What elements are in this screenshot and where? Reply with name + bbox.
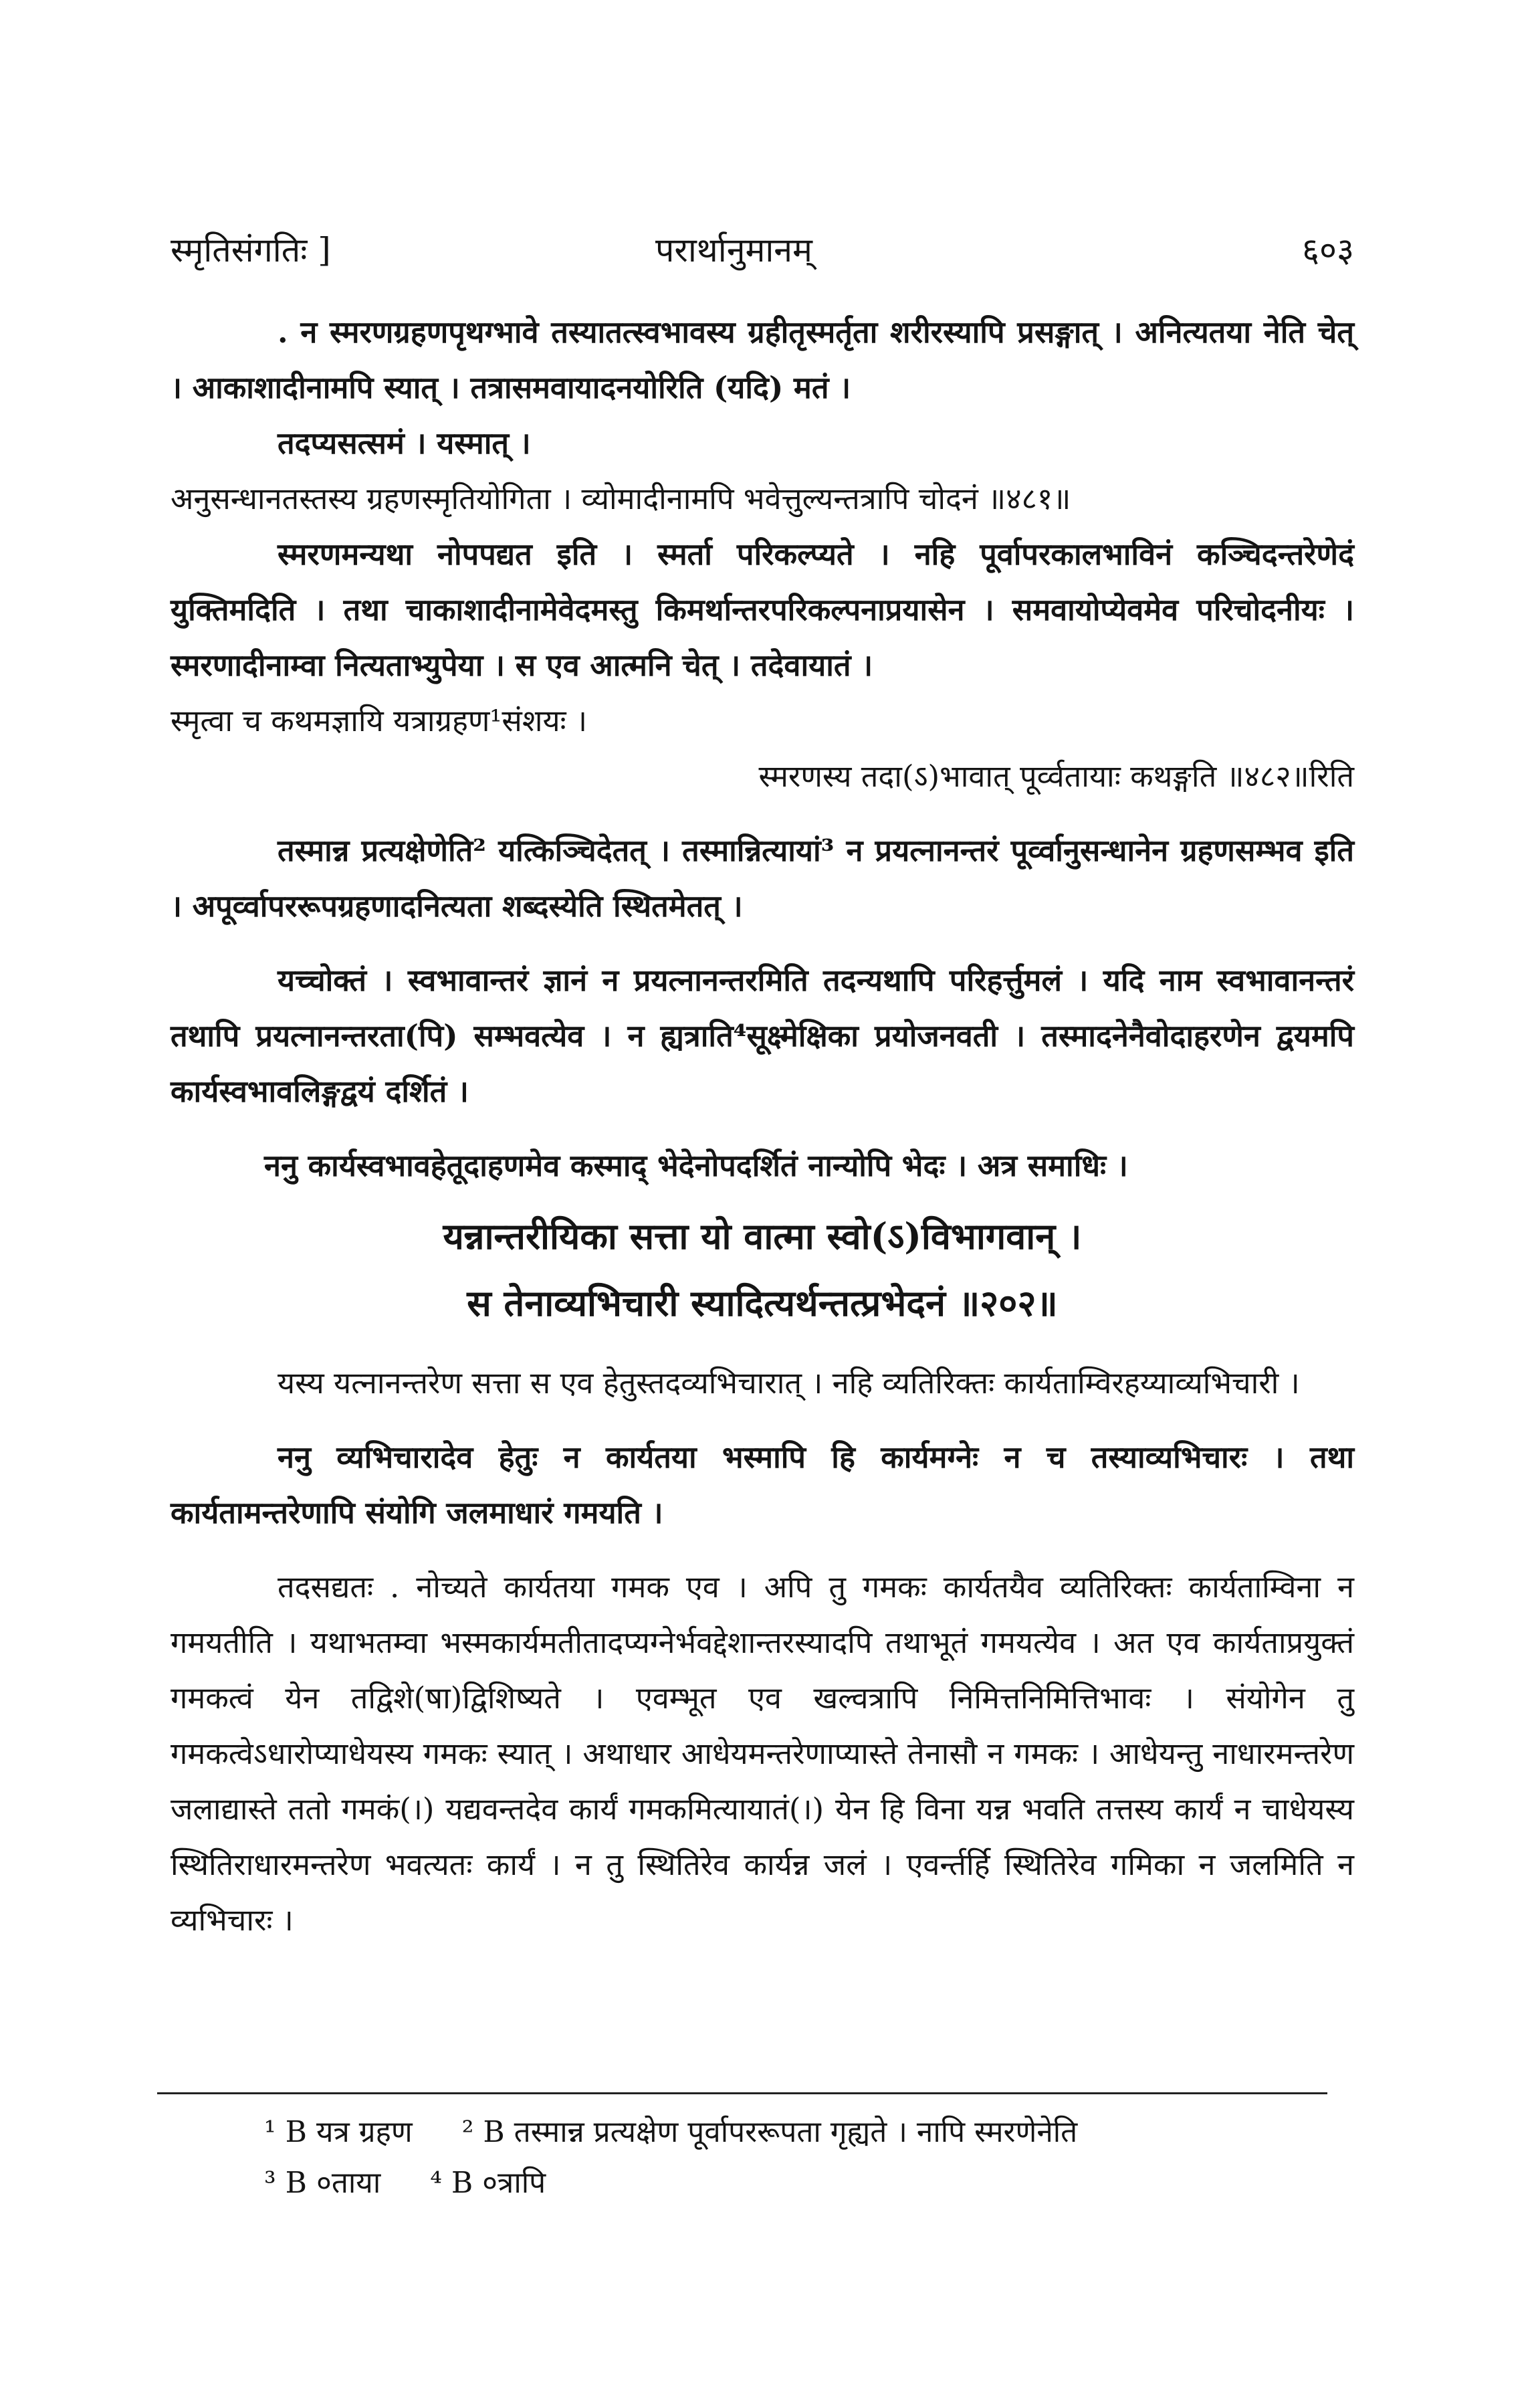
karika-verse: [171, 1203, 1354, 1336]
footnote: ⁴ B ०त्रापि: [430, 2166, 546, 2200]
verse-quote: स्मृत्वा च कथमज्ञायि यत्राग्रहण¹संशयः ।: [171, 703, 587, 738]
chapter-title: परार्थानुमानम्: [655, 231, 812, 270]
footnote: ² B तस्मान्न प्रत्यक्षेण पूर्वापररूपता गृह्यते । नापि स्मरणेनेति: [461, 2115, 1078, 2149]
verse-line: स तेनाव्यभिचारी स्यादित्यर्थन्तत्प्रभेदनं ॥२०२॥: [467, 1282, 1058, 1324]
verse-quote: अनुसन्धानतस्तस्य ग्रहणस्मृतियोगिता । व्योमादीनामपि भवेत्तुल्यन्तत्रापि चोदनं ॥४८१॥: [171, 481, 1071, 516]
paragraph: तस्मान्न प्रत्यक्षेणेति² यत्किञ्चिदेतत् । तस्मान्नित्यायां³ न प्रयत्नानन्तरं पूर्व्वानुसन्धानेन ग्रहणसम्भव इति । अपूर्व्वापररूपग्रहणादनित्यता शब्दस्येति स्थितमेतत् ।: [171, 833, 1354, 924]
footnotes: [264, 2107, 1334, 2209]
footnote: ¹ B यत्र ग्रहण: [264, 2115, 413, 2149]
paragraph: ननु कार्यस्वभावहेतूदाहणमेव कस्माद् भेदेनोपदर्शितं नान्योपि भेदः । अत्र समाधिः ।: [264, 1148, 1128, 1183]
verse-line: यन्नान्तरीयिका सत्ता यो वात्मा स्वो(ऽ)विभागवान् ।: [443, 1215, 1082, 1258]
paragraph: तदसद्यतः . नोच्यते कार्यतया गमक एव । अपि तु गमकः कार्यतयैव व्यतिरिक्तः कार्यताम्विना न गमयतीति । यथाभतम्वा भस्मकार्यमतीतादप्यग्नेर्भवद्देशान्तरस्यादपि तथाभूतं गमयत्येव । अत एव कार्यताप्रयुक्तं गमकत्वं येन तद्विशे(षा)द्विशिष्यते । एवम्भूत एव खल्वत्रापि निमित्तनिमित्तिभावः । संयोगेन तु गमकत्वेऽधारोप्याधेयस्य गमकः स्यात् । अथाधार आधेयमन्तरेणाप्यास्ते तेनासौ न गमकः । आधेयन्तु नाधारमन्तरेण जलाद्यास्ते ततो गमकं(।) यद्यवन्तदेव कार्यं गमकमित्यायातं(।) येन हि विना यन्न भवति तत्तस्य कार्यं न चाधेयस्य स्थितिराधारमन्तरेण भवत्यतः कार्यं । न तु स्थितिरेव कार्यन्न जलं । एवर्न्तर्हि स्थितिरेव गमिका न जलमिति न व्यभिचारः ।: [171, 1569, 1354, 1938]
verse-quote: स्मरणस्य तदा(ऽ)भावात् पूर्व्वतायाः कथङ्गति ॥४८२॥रिति: [758, 759, 1354, 794]
footnote-row: [264, 2158, 1334, 2209]
paragraph: ननु व्यभिचारादेव हेतुः न कार्यतया भस्मापि हि कार्यमग्नेः न च तस्याव्यभिचारः । तथा कार्यतामन्तरेणापि संयोगि जलमाधारं गमयति ।: [171, 1439, 1354, 1530]
paragraph: स्मरणमन्यथा नोपपद्यत इति । स्मर्ता परिकल्प्यते । नहि पूर्वापरकालभाविनं कञ्चिदन्तरेणेदं युक्तिमदिति । तथा चाकाशादीनामेवेदमस्तु किमर्थान्तरपरिकल्पनाप्रयासेन । समवायोप्येवमेव परिचोदनीयः । स्मरणादीनाम्वा नित्यताभ्युपेया । स एव आत्मनि चेत् । तदेवायातं ।: [171, 536, 1354, 683]
paragraph: . न स्मरणग्रहणपृथग्भावे तस्यातत्स्वभावस्य ग्रहीतृस्मर्तृता शरीरस्यापि प्रसङ्गात् । अनित्यतया नेति चेत् । आकाशादीनामपि स्यात् । तत्रासमवायादनयोरिति (यदि) मतं ।: [171, 314, 1354, 405]
section-title: स्मृतिसंगतिः ]: [171, 231, 331, 270]
main-text: [171, 304, 1354, 1948]
paragraph: यस्य यत्नानन्तरेण सत्ता स एव हेतुस्तदव्यभिचारात् । नहि व्यतिरिक्तः कार्यताम्विरहय्याव्यभिचारी ।: [278, 1365, 1300, 1401]
paragraph: तदप्यसत्समं । यस्मात् ।: [278, 425, 531, 461]
page-number: ६०३: [1302, 231, 1354, 270]
footnote-divider: [157, 2092, 1327, 2094]
paragraph: यच्चोक्तं । स्वभावान्तरं ज्ञानं न प्रयत्नानन्तरमिति तदन्यथापि परिहर्त्तुमलं । यदि नाम स्वभावानन्तरं तथापि प्रयत्नानन्तरता(पि) सम्भवत्येव । न ह्यत्राति⁴सूक्ष्मेक्षिका प्रयोजनवती । तस्मादनेनैवोदाहरणेन द्वयमपि कार्यस्वभावलिङ्गद्वयं दर्शितं ।: [171, 963, 1354, 1109]
footnote: ³ B ०ताया: [264, 2166, 381, 2200]
running-header: [171, 226, 1354, 280]
footnote-row: [264, 2107, 1334, 2158]
